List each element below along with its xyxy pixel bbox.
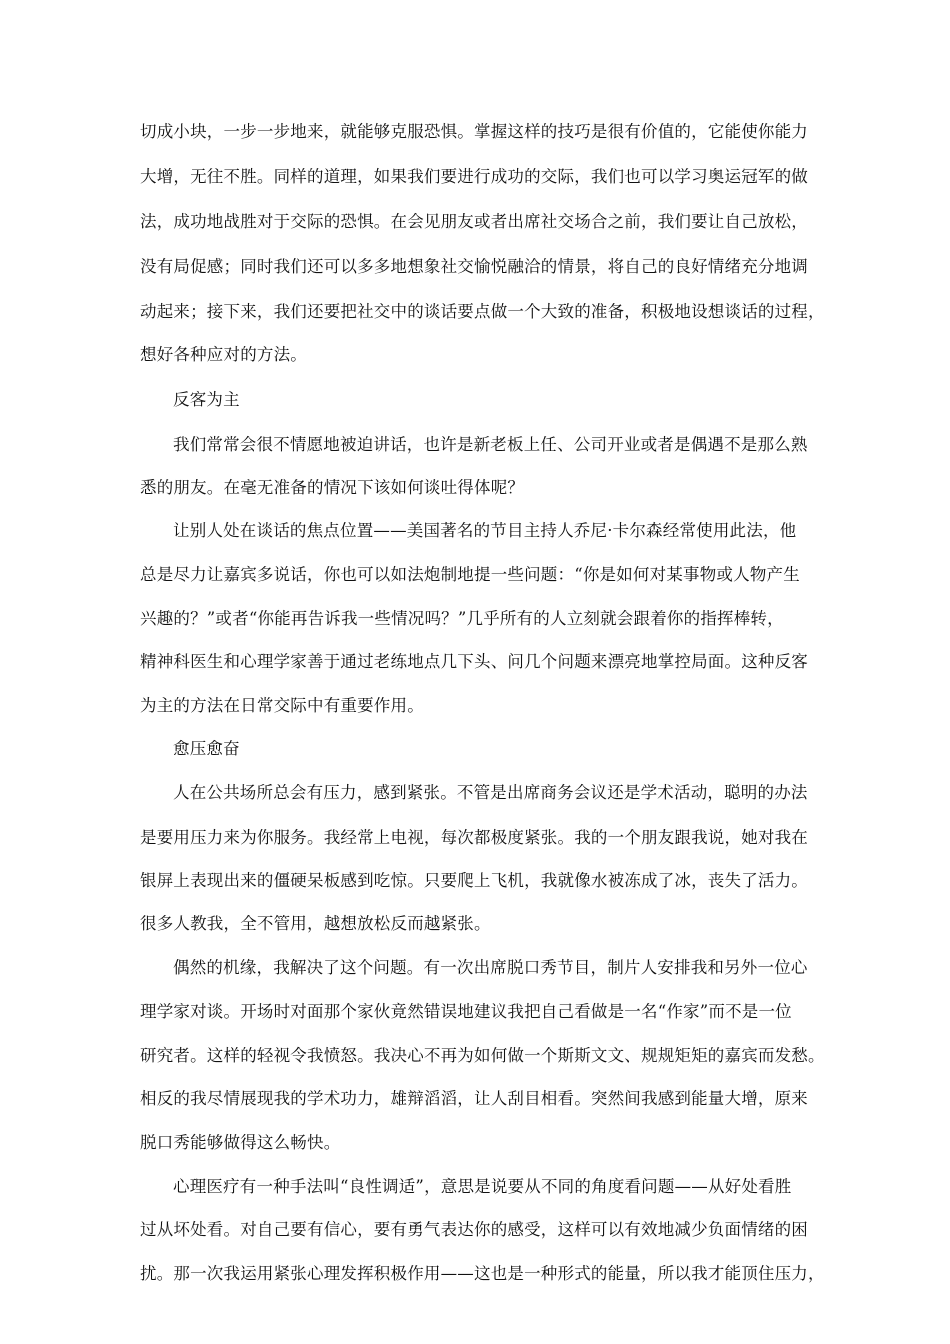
section-heading: 愈压愈奋: [173, 739, 240, 758]
text-line: 精神科医生和心理学家善于通过老练地点几下头、问几个问题来漂亮地掌控局面。这种反客: [140, 652, 808, 671]
text-line: 法，成功地战胜对于交际的恐惧。在会见朋友或者出席社交场合之前，我们要让自己放松，: [140, 212, 808, 231]
text-line: 没有局促感；同时我们还可以多多地想象社交愉悦融洽的情景，将自己的良好情绪充分地调: [140, 257, 808, 276]
text-line: 大增，无往不胜。同样的道理，如果我们要进行成功的交际，我们也可以学习奥运冠军的做: [140, 167, 808, 186]
text-line: 扰。那一次我运用紧张心理发挥积极作用——这也是一种形式的能量，所以我才能顶住压力，: [140, 1264, 825, 1283]
text-line: 想好各种应对的方法。: [140, 345, 307, 364]
text-line: 偶然的机缘，我解决了这个问题。有一次出席脱口秀节目，制片人安排我和另外一位心: [173, 958, 808, 977]
text-line: 兴趣的？”或者“你能再告诉我一些情况吗？”几乎所有的人立刻就会跟着你的指挥棒转，: [140, 609, 784, 628]
text-line: 让别人处在谈话的焦点位置——美国著名的节目主持人乔尼·卡尔森经常使用此法，他: [173, 521, 797, 540]
section-heading: 反客为主: [173, 390, 240, 409]
text-line: 很多人教我，全不管用，越想放松反而越紧张。: [140, 914, 491, 933]
text-line: 过从坏处看。对自己要有信心，要有勇气表达你的感受，这样可以有效地减少负面情绪的困: [140, 1220, 808, 1239]
text-line: 总是尽力让嘉宾多说话，你也可以如法炮制地提一些问题：“你是如何对某事物或人物产生: [140, 565, 800, 584]
text-line: 相反的我尽情展现我的学术功力，雄辩滔滔，让人刮目相看。突然间我感到能量大增，原来: [140, 1089, 808, 1108]
text-line: 人在公共场所总会有压力，感到紧张。不管是出席商务会议还是学术活动，聪明的办法: [173, 783, 808, 802]
text-line: 心理医疗有一种手法叫“良性调适”，意思是说要从不同的角度看问题——从好处看胜: [173, 1177, 792, 1196]
text-line: 脱口秀能够做得这么畅快。: [140, 1133, 341, 1152]
text-line: 为主的方法在日常交际中有重要作用。: [140, 696, 424, 715]
text-line: 研究者。这样的轻视令我愤怒。我决心不再为如何做一个斯斯文文、规规矩矩的嘉宾而发愁。: [140, 1046, 825, 1065]
text-line: 悉的朋友。在毫无准备的情况下该如何谈吐得体呢？: [140, 478, 525, 497]
text-line: 理学家对谈。开场时对面那个家伙竟然错误地建议我把自己看做是一名“作家”而不是一位: [140, 1002, 792, 1021]
text-line: 银屏上表现出来的僵硬呆板感到吃惊。只要爬上飞机，我就像水被冻成了冰，丧失了活力。: [140, 871, 808, 890]
text-line: 我们常常会很不情愿地被迫讲话，也许是新老板上任、公司开业或者是偶遇不是那么熟: [173, 435, 808, 454]
text-line: 切成小块，一步一步地来，就能够克服恐惧。掌握这样的技巧是很有价值的，它能使你能力: [140, 122, 808, 141]
text-line: 是要用压力来为你服务。我经常上电视，每次都极度紧张。我的一个朋友跟我说，她对我在: [140, 828, 808, 847]
text-line: 动起来；接下来，我们还要把社交中的谈话要点做一个大致的准备，积极地设想谈话的过程，: [140, 302, 825, 321]
